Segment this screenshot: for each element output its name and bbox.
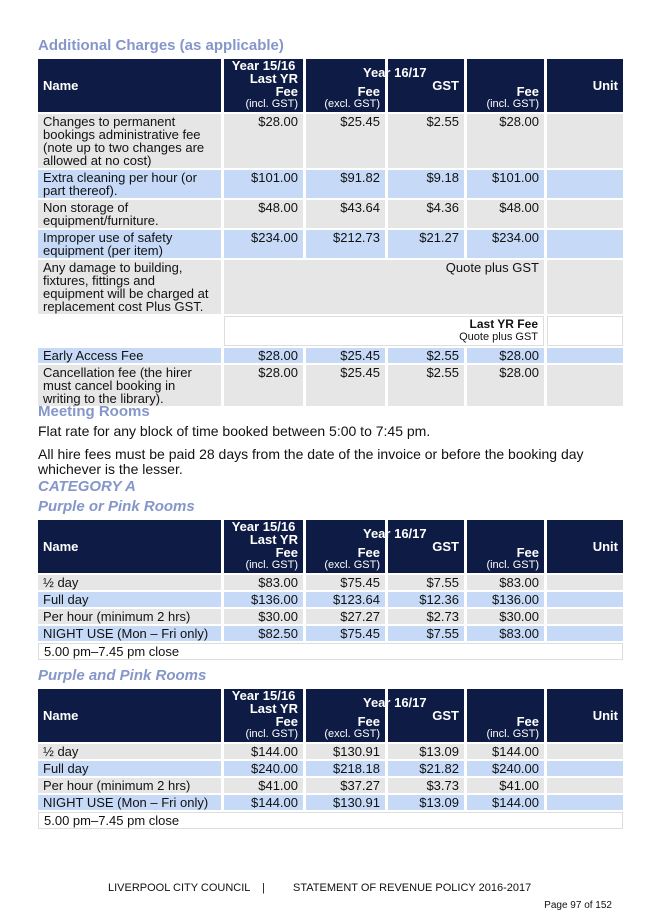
fee-excl-header: Fee (excl. GST) [306,520,385,573]
hire-fees-text: All hire fees must be paid 28 days from the date of the invoice or before the booking day whichever is the lesser. [38,446,584,477]
purple-or-pink-table [35,518,626,662]
table-row: ½ day $144.00 $130.91 $13.09 $144.00 [38,744,623,759]
table-header-row [38,689,623,742]
page-number: Page 97 of 152 [544,900,612,911]
table-row: Early Access Fee $28.00 $25.45 $2.55 $28.00 [38,348,623,363]
table-row: Cancellation fee (the hirer must cancel booking in writing to the library). $28.00 $25.45 $2.55 $28.00 [38,365,623,406]
purple-and-pink-heading: Purple and Pink Rooms [38,667,207,684]
additional-charges-table [35,57,626,408]
flat-rate-text: Flat rate for any block of time booked between 5:00 to 7:45 pm. [38,423,431,439]
gst-header: Year 16/17 GST [388,520,464,573]
fee-incl-header: Fee (incl. GST) [467,520,544,573]
table-row: Non storage of equipment/furniture. $48.00 $43.64 $4.36 $48.00 [38,200,623,228]
purple-and-pink-table [35,687,626,831]
unit-header: Unit [547,59,623,112]
table-header-row [38,59,623,112]
table-row: NIGHT USE (Mon – Fri only) $144.00 $130.91 $13.09 $144.00 [38,795,623,810]
table-row: Per hour (minimum 2 hrs) $41.00 $37.27 $3.73 $41.00 [38,778,623,793]
meeting-rooms-heading: Meeting Rooms [38,403,150,420]
name-header: Name [38,689,221,742]
fee-excl-header: Fee (excl. GST) [306,59,385,112]
unit-header: Unit [547,520,623,573]
table-note-row: 5.00 pm–7.45 pm close [38,812,623,829]
gst-header: Year 16/17 GST [388,59,464,112]
fee-incl-header: Fee (incl. GST) [467,59,544,112]
name-header: Name [38,59,221,112]
fee-excl-header: Fee (excl. GST) [306,689,385,742]
table-row: Changes to permanent bookings administrative fee (note up to two changes are allowed at no cost) $28.00 $25.45 $2.55 $28.00 [38,114,623,168]
last-yr-header: Year 15/16 Last YR Fee (incl. GST) [224,520,303,573]
last-yr-header: Year 15/16 Last YR Fee (incl. GST) [224,689,303,742]
purple-or-pink-heading: Purple or Pink Rooms [38,498,195,515]
table-row: ½ day $83.00 $75.45 $7.55 $83.00 [38,575,623,590]
name-header: Name [38,520,221,573]
last-yr-note-row: Last YR Fee Quote plus GST [38,316,623,346]
additional-charges-heading: Additional Charges (as applicable) [38,37,284,54]
table-row: Full day $240.00 $218.18 $21.82 $240.00 [38,761,623,776]
damage-row: Any damage to building, fixtures, fittings and equipment will be charged at replacement cost Plus GST. Quote plus GST [38,260,623,314]
table-row: Extra cleaning per hour (or part thereof). $101.00 $91.82 $9.18 $101.00 [38,170,623,198]
table-header-row [38,520,623,573]
footer-separator: | [262,882,265,894]
last-yr-header: Year 15/16 Last YR Fee (incl. GST) [224,59,303,112]
footer-policy-title: STATEMENT OF REVENUE POLICY 2016-2017 [293,882,532,894]
footer-council: LIVERPOOL CITY COUNCIL [108,882,251,894]
table-row: NIGHT USE (Mon – Fri only) $82.50 $75.45 $7.55 $83.00 [38,626,623,641]
gst-header: Year 16/17 GST [388,689,464,742]
table-row: Full day $136.00 $123.64 $12.36 $136.00 [38,592,623,607]
fee-incl-header: Fee (incl. GST) [467,689,544,742]
table-note-row: 5.00 pm–7.45 pm close [38,643,623,660]
table-row: Improper use of safety equipment (per item) $234.00 $212.73 $21.27 $234.00 [38,230,623,258]
unit-header: Unit [547,689,623,742]
category-heading: CATEGORY A [38,478,136,495]
table-row: Per hour (minimum 2 hrs) $30.00 $27.27 $2.73 $30.00 [38,609,623,624]
